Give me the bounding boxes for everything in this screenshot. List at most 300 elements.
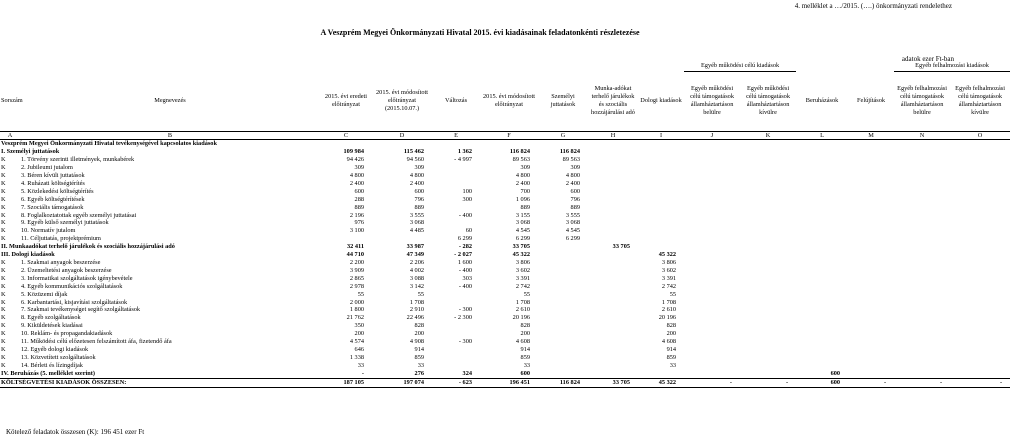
table-cell bbox=[432, 346, 480, 354]
table-cell bbox=[432, 180, 480, 188]
table-cell bbox=[894, 354, 950, 362]
table-cell: 889 bbox=[354, 203, 364, 211]
table-cell: 1 708 bbox=[409, 298, 424, 306]
table-cell bbox=[740, 219, 796, 227]
table-cell: 2 400 bbox=[409, 179, 424, 187]
table-cell: 2 610 bbox=[661, 306, 677, 314]
table-cell: 889 bbox=[520, 203, 530, 211]
table-cell: 914 bbox=[520, 345, 530, 353]
table-cell bbox=[950, 330, 1010, 338]
table-cell bbox=[638, 196, 684, 204]
table-cell: 4 574 bbox=[349, 338, 364, 346]
table-cell: 3 555 bbox=[565, 211, 580, 219]
row-label: K bbox=[1, 235, 6, 243]
table-cell: - 300 bbox=[458, 306, 472, 314]
table-cell bbox=[894, 251, 950, 259]
table-cell bbox=[538, 322, 588, 330]
table-cell bbox=[538, 362, 588, 370]
table-cell bbox=[740, 306, 796, 314]
table-cell bbox=[740, 346, 796, 354]
column-letter-row bbox=[0, 131, 1010, 140]
table-cell bbox=[740, 283, 796, 291]
table-cell: 6 299 bbox=[457, 235, 472, 243]
group-header-operating: Egyéb működési célú kiadások bbox=[684, 62, 796, 71]
table-cell: 4 800 bbox=[409, 172, 424, 180]
table-row bbox=[0, 212, 1010, 220]
table-cell bbox=[848, 251, 894, 259]
table-cell bbox=[684, 204, 740, 212]
table-cell bbox=[740, 235, 796, 243]
table-cell bbox=[796, 346, 848, 354]
row-label: K bbox=[1, 322, 6, 330]
table-row bbox=[0, 243, 1010, 251]
table-cell: 2 000 bbox=[349, 298, 364, 306]
table-cell: 4 608 bbox=[661, 338, 677, 346]
row-label: IV. Beruházás (5. melléklet szerint) bbox=[1, 369, 95, 377]
table-cell: 3 909 bbox=[349, 266, 364, 274]
table-cell: 828 bbox=[414, 322, 424, 330]
table-cell bbox=[796, 354, 848, 362]
table-cell bbox=[894, 362, 950, 370]
row-label: K bbox=[1, 361, 6, 369]
table-cell bbox=[894, 204, 950, 212]
page-title: A Veszprém Megyei Önkormányzati Hivatal 2015. évi kiadásainak feladatonkénti részletezése bbox=[320, 28, 640, 37]
total-cell: 196 451 bbox=[480, 378, 538, 387]
table-cell bbox=[894, 283, 950, 291]
table-cell: 3 806 bbox=[661, 259, 677, 266]
table-cell bbox=[950, 354, 1010, 362]
table-cell bbox=[684, 267, 740, 275]
table-cell: 914 bbox=[414, 345, 424, 353]
column-letter: I bbox=[638, 131, 684, 140]
table-cell bbox=[848, 362, 894, 370]
table-cell bbox=[638, 212, 684, 220]
table-cell: 4 545 bbox=[565, 227, 580, 235]
table-cell bbox=[638, 164, 684, 172]
table-cell bbox=[588, 180, 638, 188]
table-cell bbox=[894, 299, 950, 307]
table-cell bbox=[538, 275, 588, 283]
table-cell bbox=[950, 259, 1010, 267]
table-cell bbox=[796, 283, 848, 291]
table-cell bbox=[684, 322, 740, 330]
row-label: K bbox=[1, 179, 6, 187]
table-cell bbox=[740, 275, 796, 283]
table-cell: 4 800 bbox=[565, 172, 580, 180]
row-label: K bbox=[1, 353, 6, 361]
table-cell bbox=[740, 188, 796, 196]
column-header-row bbox=[0, 71, 1010, 131]
total-cell: - bbox=[950, 378, 1010, 387]
table-cell bbox=[950, 243, 1010, 251]
table-cell: 55 bbox=[357, 290, 364, 298]
table-cell bbox=[588, 275, 638, 283]
table-cell bbox=[588, 196, 638, 204]
table-cell: 21 762 bbox=[346, 314, 364, 322]
row-label: K bbox=[1, 227, 6, 235]
table-cell bbox=[848, 227, 894, 235]
table-cell bbox=[796, 251, 848, 259]
table-cell bbox=[740, 212, 796, 220]
table-cell: 33 bbox=[669, 361, 677, 369]
table-cell bbox=[848, 180, 894, 188]
table-cell: - 300 bbox=[458, 338, 472, 346]
table-cell: 889 bbox=[570, 203, 580, 211]
col-header: 2015. évi módosított előirányzat (2015.10.07.) bbox=[376, 88, 428, 112]
table-cell bbox=[432, 172, 480, 180]
table-cell: 45 322 bbox=[658, 251, 677, 259]
table-cell bbox=[950, 291, 1010, 299]
table-cell: 3 088 bbox=[409, 274, 424, 282]
table-cell bbox=[950, 180, 1010, 188]
table-cell: 2 400 bbox=[565, 179, 580, 187]
total-cell: 197 074 bbox=[372, 378, 432, 387]
table-cell: 3 068 bbox=[565, 219, 580, 227]
column-letter: J bbox=[684, 131, 740, 140]
table-row bbox=[0, 219, 1010, 227]
table-cell bbox=[740, 259, 796, 267]
table-row bbox=[0, 196, 1010, 204]
table-cell: 6 299 bbox=[515, 235, 530, 243]
table-cell bbox=[588, 283, 638, 291]
row-label: K bbox=[1, 298, 6, 306]
row-description: 8. Foglalkoztatottak egyéb személyi juttatásai bbox=[21, 211, 137, 219]
row-label: K bbox=[1, 338, 6, 346]
table-cell bbox=[848, 212, 894, 220]
total-cell: 600 bbox=[796, 378, 848, 387]
table-cell bbox=[740, 338, 796, 346]
row-label: K bbox=[1, 290, 6, 298]
table-cell bbox=[588, 314, 638, 322]
table-cell bbox=[848, 338, 894, 346]
total-cell: - bbox=[740, 378, 796, 387]
table-cell: 3 068 bbox=[409, 219, 424, 227]
row-label: K bbox=[1, 156, 6, 164]
table-cell bbox=[588, 267, 638, 275]
table-cell bbox=[588, 330, 638, 338]
table-cell bbox=[950, 322, 1010, 330]
table-cell: 600 bbox=[520, 369, 530, 377]
table-cell bbox=[740, 322, 796, 330]
table-cell: 200 bbox=[414, 330, 424, 338]
table-cell bbox=[950, 283, 1010, 291]
table-row bbox=[0, 259, 1010, 267]
table-cell: 3 555 bbox=[409, 211, 424, 219]
group-header-row bbox=[0, 62, 1010, 71]
table-cell bbox=[796, 330, 848, 338]
table-cell bbox=[588, 322, 638, 330]
table-cell: 116 824 bbox=[559, 148, 580, 156]
table-cell bbox=[588, 346, 638, 354]
table-cell bbox=[848, 322, 894, 330]
table-cell: 4 608 bbox=[515, 338, 530, 346]
row-label: II. Munkaadókat terhelő járulékok és szociális hozzájárulási adó bbox=[1, 243, 175, 251]
table-cell: 3 602 bbox=[661, 266, 677, 274]
table-cell bbox=[848, 164, 894, 172]
unit-note: adatok ezer Ft-ban bbox=[901, 55, 954, 63]
table-cell bbox=[588, 172, 638, 180]
col-header: Egyéb felhalmozási célú támogatások államháztartáson kívülre bbox=[955, 85, 1005, 116]
table-cell bbox=[432, 204, 480, 212]
table-cell: 3 391 bbox=[661, 274, 677, 282]
table-cell: 1 800 bbox=[349, 306, 364, 314]
table-cell bbox=[684, 362, 740, 370]
table-cell bbox=[638, 243, 684, 251]
table-cell bbox=[848, 283, 894, 291]
table-cell: 600 bbox=[414, 187, 424, 195]
table-cell bbox=[796, 259, 848, 267]
table-cell: 914 bbox=[666, 345, 677, 353]
table-cell bbox=[740, 291, 796, 299]
table-row bbox=[0, 172, 1010, 180]
table-row bbox=[0, 164, 1010, 172]
table-cell: 33 bbox=[357, 361, 364, 369]
row-description: 5. Közüzemi díjak bbox=[21, 290, 68, 298]
table-cell: 4 908 bbox=[409, 338, 424, 346]
table-cell bbox=[740, 251, 796, 259]
total-row bbox=[0, 378, 1010, 387]
table-cell bbox=[894, 172, 950, 180]
table-cell bbox=[684, 346, 740, 354]
table-row bbox=[0, 275, 1010, 283]
table-cell bbox=[588, 362, 638, 370]
table-cell: - 4 997 bbox=[454, 156, 472, 164]
table-cell: 2 196 bbox=[349, 211, 364, 219]
table-cell: 4 002 bbox=[409, 266, 424, 274]
table-cell bbox=[796, 204, 848, 212]
table-cell bbox=[796, 314, 848, 322]
table-cell bbox=[796, 212, 848, 220]
table-cell bbox=[740, 314, 796, 322]
table-cell: 309 bbox=[414, 164, 424, 172]
table-cell: 33 bbox=[417, 361, 424, 369]
table-cell: 309 bbox=[520, 164, 530, 172]
row-label: K bbox=[1, 195, 6, 203]
table-cell: 796 bbox=[570, 195, 580, 203]
table-cell: 828 bbox=[666, 322, 677, 330]
table-cell: 3 806 bbox=[515, 259, 530, 266]
table-cell: 2 206 bbox=[409, 259, 424, 266]
table-cell bbox=[950, 188, 1010, 196]
table-cell bbox=[894, 196, 950, 204]
table-cell bbox=[538, 354, 588, 362]
table-cell: 324 bbox=[462, 369, 472, 377]
table-cell bbox=[950, 148, 1010, 156]
table-cell bbox=[894, 291, 950, 299]
table-cell bbox=[684, 259, 740, 267]
table-cell: 22 496 bbox=[406, 314, 424, 322]
row-description: 11. Működési célú előzetesen felszámított áfa, fizetendő áfa bbox=[21, 338, 172, 346]
row-label: K bbox=[1, 219, 6, 227]
column-letter: N bbox=[894, 131, 950, 140]
table-cell bbox=[538, 243, 588, 251]
table-cell: 4 545 bbox=[515, 227, 530, 235]
table-cell: 2 742 bbox=[661, 282, 677, 290]
row-description: 4. Egyéb kommunikációs szolgáltatások bbox=[21, 282, 123, 290]
table-cell bbox=[796, 243, 848, 251]
table-row bbox=[0, 204, 1010, 212]
table-cell bbox=[684, 283, 740, 291]
table-cell: 20 196 bbox=[512, 314, 530, 322]
table-cell: 115 462 bbox=[403, 148, 424, 156]
table-cell bbox=[588, 188, 638, 196]
table-cell bbox=[588, 306, 638, 314]
table-cell bbox=[538, 251, 588, 259]
table-cell: 33 705 bbox=[612, 243, 630, 251]
table-cell bbox=[684, 196, 740, 204]
row-description: 10. Normatív jutalom bbox=[21, 227, 76, 235]
table-cell bbox=[950, 314, 1010, 322]
table-cell: 2 400 bbox=[515, 179, 530, 187]
col-header: 2015. évi eredeti előirányzat bbox=[324, 92, 368, 108]
table-cell bbox=[588, 291, 638, 299]
table-cell bbox=[740, 148, 796, 156]
table-cell bbox=[796, 362, 848, 370]
table-cell bbox=[894, 322, 950, 330]
col-header: Megnevezés bbox=[154, 96, 186, 104]
table-cell: 94 560 bbox=[406, 156, 424, 164]
col-header: Felújítások bbox=[857, 96, 886, 104]
table-cell bbox=[894, 148, 950, 156]
table-cell bbox=[432, 362, 480, 370]
row-label: K bbox=[1, 266, 6, 274]
table-cell bbox=[950, 251, 1010, 259]
column-letter: C bbox=[320, 131, 372, 140]
table-cell bbox=[796, 338, 848, 346]
table-cell: 33 987 bbox=[406, 243, 424, 251]
table-cell bbox=[638, 148, 684, 156]
table-cell: 2 978 bbox=[349, 282, 364, 290]
table-cell: 89 563 bbox=[512, 156, 530, 164]
row-description: 3. Béren kívüli juttatások bbox=[21, 172, 85, 180]
table-cell: 20 196 bbox=[658, 314, 677, 322]
table-cell bbox=[638, 180, 684, 188]
table-cell bbox=[894, 235, 950, 243]
total-cell: 33 705 bbox=[588, 378, 638, 387]
table-row bbox=[0, 299, 1010, 307]
row-description: 3. Informatikai szolgáltatások igénybevétele bbox=[21, 274, 133, 282]
table-row bbox=[0, 156, 1010, 164]
table-cell bbox=[538, 259, 588, 267]
table-cell bbox=[684, 235, 740, 243]
table-cell: 45 322 bbox=[512, 251, 530, 259]
row-description: 9. Kiküldetések kiadásai bbox=[21, 322, 83, 330]
row-label: K bbox=[1, 330, 6, 338]
table-cell bbox=[538, 314, 588, 322]
table-cell bbox=[848, 188, 894, 196]
table-cell bbox=[894, 219, 950, 227]
table-cell bbox=[740, 267, 796, 275]
row-label: K bbox=[1, 172, 6, 180]
table-cell bbox=[372, 235, 432, 243]
table-row bbox=[0, 370, 1010, 378]
section-title-row bbox=[0, 140, 1010, 148]
table-cell: 288 bbox=[354, 195, 364, 203]
table-cell: 859 bbox=[666, 353, 677, 361]
total-cell: - bbox=[684, 378, 740, 387]
row-description: 1. Szakmai anyagok beszerzése bbox=[21, 259, 101, 266]
row-label: K bbox=[1, 259, 6, 266]
table-cell bbox=[638, 227, 684, 235]
column-letter: L bbox=[796, 131, 848, 140]
table-cell bbox=[796, 227, 848, 235]
table-cell bbox=[796, 235, 848, 243]
table-cell bbox=[894, 243, 950, 251]
table-cell bbox=[740, 330, 796, 338]
table-cell bbox=[950, 164, 1010, 172]
table-cell: 3 068 bbox=[515, 219, 530, 227]
table-cell: 976 bbox=[354, 219, 364, 227]
total-cell: - bbox=[894, 378, 950, 387]
table-cell bbox=[848, 219, 894, 227]
column-letter: F bbox=[480, 131, 538, 140]
row-label: K bbox=[1, 282, 6, 290]
table-cell bbox=[950, 235, 1010, 243]
table-cell bbox=[950, 346, 1010, 354]
row-description: 4. Ruházati költségtérítés bbox=[21, 179, 85, 187]
row-description: 2. Jubileumi jutalom bbox=[21, 164, 73, 172]
table-cell bbox=[684, 180, 740, 188]
table-cell: 300 bbox=[462, 195, 472, 203]
table-cell bbox=[684, 306, 740, 314]
col-header: Személyi juttatások bbox=[550, 92, 576, 108]
table-cell bbox=[796, 322, 848, 330]
table-cell: 2 200 bbox=[349, 259, 364, 266]
table-cell: 6 299 bbox=[565, 235, 580, 243]
col-header: Sorszám bbox=[1, 96, 23, 104]
table-cell: 55 bbox=[523, 290, 530, 298]
table-cell: 44 710 bbox=[346, 251, 364, 259]
table-row bbox=[0, 338, 1010, 346]
table-cell bbox=[796, 219, 848, 227]
table-cell: 60 bbox=[465, 227, 472, 235]
table-cell bbox=[588, 227, 638, 235]
table-cell bbox=[796, 180, 848, 188]
table-cell: 4 485 bbox=[409, 227, 424, 235]
table-row bbox=[0, 180, 1010, 188]
table-cell bbox=[638, 204, 684, 212]
table-cell bbox=[740, 243, 796, 251]
table-cell: - 400 bbox=[458, 266, 472, 274]
table-cell bbox=[684, 164, 740, 172]
table-cell: 3 602 bbox=[515, 266, 530, 274]
total-cell: 116 824 bbox=[538, 378, 588, 387]
table-cell bbox=[796, 156, 848, 164]
row-label: III. Dologi kiadások bbox=[1, 251, 55, 259]
table-cell: 4 800 bbox=[349, 172, 364, 180]
table-cell bbox=[740, 227, 796, 235]
table-cell bbox=[740, 299, 796, 307]
row-description: 6. Egyéb költségtérítések bbox=[21, 195, 85, 203]
table-cell: 1 708 bbox=[515, 298, 530, 306]
table-cell: 2 910 bbox=[409, 306, 424, 314]
table-cell bbox=[796, 291, 848, 299]
col-header: Egyéb felhalmozási célú támogatások államháztartáson belülre bbox=[897, 85, 947, 116]
table-cell bbox=[894, 346, 950, 354]
total-cell: 45 322 bbox=[638, 378, 684, 387]
col-header: Munka-adókat terhelő járulékok és szociális hozzájárulási adó bbox=[591, 84, 635, 116]
table-cell bbox=[432, 219, 480, 227]
table-cell: 859 bbox=[414, 353, 424, 361]
table-cell bbox=[432, 330, 480, 338]
footnote: Kötelező feladatok összesen (K): 196 451 ezer Ft bbox=[6, 428, 145, 436]
group-header-capital: Egyéb felhalmozási kiadások bbox=[894, 62, 1010, 71]
table-cell: 55 bbox=[669, 290, 677, 298]
table-cell: 33 bbox=[523, 361, 530, 369]
table-cell bbox=[684, 212, 740, 220]
table-row bbox=[0, 291, 1010, 299]
table-cell: 1 708 bbox=[661, 298, 677, 306]
